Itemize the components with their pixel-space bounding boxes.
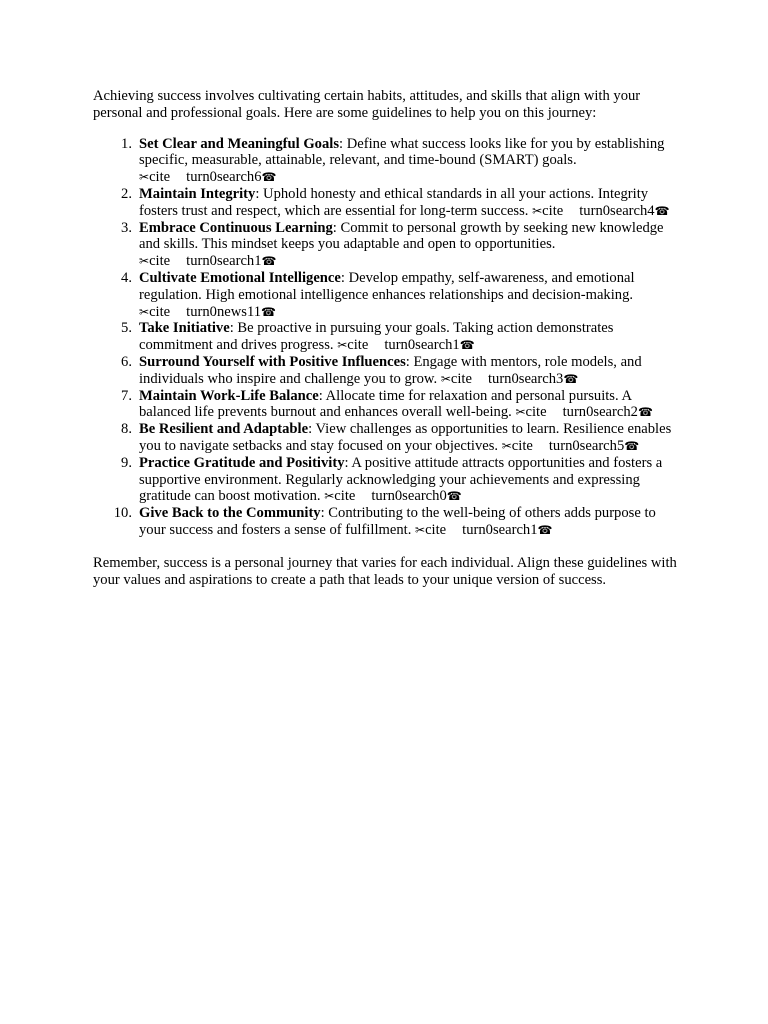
document-body	[93, 88, 683, 588]
list-item-text: : Engage with mentors, role models, and individuals who inspire and challenge you to grow.	[139, 353, 642, 387]
citation-label: cite	[542, 202, 564, 219]
citation	[324, 488, 461, 504]
citation	[415, 522, 552, 538]
list-item-number: 7.	[121, 387, 132, 404]
citation-ref: turn0search5	[548, 437, 625, 454]
citation-ref: turn0search1	[462, 521, 538, 538]
citation-label: cite	[347, 337, 369, 354]
scissors-icon: ✂	[415, 522, 426, 537]
list-item-title: Practice Gratitude and Positivity	[139, 454, 345, 471]
telephone-icon: ☎	[563, 371, 579, 386]
citation	[502, 438, 639, 454]
citation	[139, 304, 276, 320]
list-item-number: 1.	[121, 135, 132, 152]
list-item	[93, 220, 683, 270]
citation-label: cite	[450, 370, 472, 387]
list-item-title: Set Clear and Meaningful Goals	[139, 135, 340, 152]
scissors-icon: ✂	[337, 338, 348, 353]
list-item	[93, 354, 683, 388]
list-item-text: : Develop empathy, self-awareness, and emotional regulation. High emotional intelligence enhances relationships and decision-making.	[139, 269, 635, 303]
telephone-icon: ☎	[261, 304, 276, 319]
list-item-text: : A positive attitude attracts opportunities and fosters a supportive environment. Regularly acknowledging your achievements and expressing gratitude can boost motivation.	[139, 454, 663, 505]
scissors-icon: ✂	[324, 489, 335, 504]
scissors-icon: ✂	[139, 304, 150, 319]
citation-label: cite	[149, 253, 171, 270]
citation-label: cite	[334, 488, 356, 505]
list-item-title: Give Back to the Community	[139, 505, 321, 522]
citation-ref: turn0news11	[186, 303, 261, 320]
list-item-number: 8.	[121, 421, 132, 438]
scissors-icon: ✂	[139, 254, 150, 269]
list-item	[93, 455, 683, 505]
citation-label: cite	[525, 404, 547, 421]
telephone-icon: ☎	[637, 405, 653, 420]
citation-ref: turn0search2	[562, 404, 638, 421]
guidelines-list	[93, 136, 683, 539]
telephone-icon: ☎	[459, 338, 475, 353]
citation	[515, 404, 652, 420]
list-item	[93, 320, 683, 354]
citation	[441, 371, 578, 387]
list-item-title: Surround Yourself with Positive Influences	[139, 353, 406, 370]
citation-ref: turn0search0	[371, 488, 447, 505]
list-item-number: 5.	[121, 320, 132, 337]
citation-ref: turn0search4	[579, 202, 655, 219]
list-item-number: 4.	[121, 269, 132, 286]
list-item	[93, 136, 683, 186]
citation	[532, 203, 669, 219]
telephone-icon: ☎	[654, 203, 670, 218]
list-item-text: : Define what success looks like for you by establishing specific, measurable, attainable, relevant, and time-bound (SMART) goals.	[139, 135, 665, 169]
citation-label: cite	[149, 169, 171, 186]
list-item-text: : Be proactive in pursuing your goals. Taking action demonstrates commitment and drives progress.	[139, 320, 614, 354]
citation-ref: turn0search1	[186, 253, 262, 270]
citation-label: cite	[511, 437, 533, 454]
list-item-text: : View challenges as opportunities to learn. Resilience enables you to navigate setbacks and stay focused on your objectives.	[139, 421, 672, 454]
citation	[139, 253, 276, 269]
telephone-icon: ☎	[446, 489, 462, 504]
scissors-icon: ✂	[440, 371, 451, 386]
scissors-icon: ✂	[139, 170, 150, 185]
telephone-icon: ☎	[261, 170, 277, 185]
citation-label: cite	[149, 303, 171, 320]
citation-ref: turn0search6	[186, 169, 262, 186]
telephone-icon: ☎	[537, 522, 553, 537]
list-item-title: Maintain Work-Life Balance	[139, 387, 319, 404]
list-item-number: 2.	[121, 185, 132, 202]
list-item	[93, 186, 683, 220]
list-item	[93, 421, 683, 455]
closing-paragraph: Remember, success is a personal journey that varies for each individual. Align these guidelines with your values and aspirations to create a path that leads to your unique version of success.	[93, 554, 677, 588]
citation-ref: turn0search3	[487, 370, 564, 387]
list-item-text: : Allocate time for relaxation and personal pursuits. A balanced life prevents burnout and enhances overall well-being.	[139, 387, 632, 421]
telephone-icon: ☎	[624, 438, 640, 453]
list-item-title: Embrace Continuous Learning	[139, 219, 333, 236]
citation-label: cite	[425, 521, 447, 538]
list-item-text: : Uphold honesty and ethical standards in all your actions. Integrity fosters trust and respect, which are essential for long-term success.	[139, 185, 649, 219]
list-item-number: 6.	[121, 353, 132, 370]
list-item	[93, 270, 683, 320]
list-item-number: 3.	[121, 219, 132, 236]
scissors-icon: ✂	[532, 203, 543, 218]
telephone-icon: ☎	[261, 254, 277, 269]
list-item-number: 9.	[121, 454, 132, 471]
list-item	[93, 505, 683, 539]
citation	[139, 169, 276, 185]
list-item	[93, 388, 683, 422]
list-item-text: : Contributing to the well-being of others adds purpose to your success and fosters a sense of fulfillment.	[139, 505, 656, 538]
citation-ref: turn0search1	[384, 337, 460, 354]
list-item-title: Be Resilient and Adaptable	[139, 421, 309, 438]
citation	[337, 337, 474, 353]
intro-paragraph: Achieving success involves cultivating certain habits, attitudes, and skills that align with your personal and professional goals. Here are some guidelines to help you on this journey:	[93, 88, 641, 121]
list-item-title: Take Initiative	[139, 320, 230, 337]
list-item-title: Maintain Integrity	[139, 185, 256, 202]
list-item-number: 10.	[113, 505, 132, 522]
list-item-title: Cultivate Emotional Intelligence	[139, 269, 341, 286]
list-item-text: : Commit to personal growth by seeking new knowledge and skills. This mindset keeps you adaptable and open to opportunities.	[139, 219, 664, 253]
scissors-icon: ✂	[515, 405, 526, 420]
scissors-icon: ✂	[501, 438, 512, 453]
